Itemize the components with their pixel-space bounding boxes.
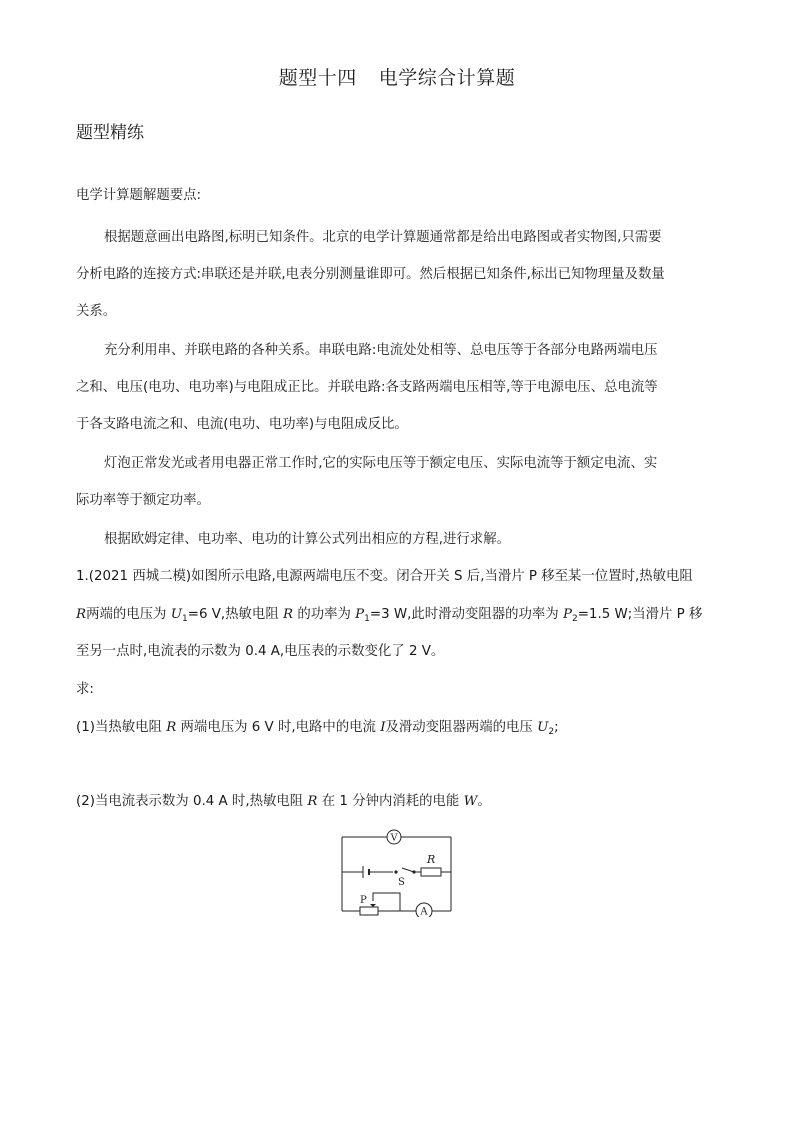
ammeter-label: A bbox=[420, 906, 428, 917]
para2-line3: 于各支路电流之和、电流(电功、电功率)与电阻成反比。 bbox=[76, 417, 408, 432]
question-2: (2)当电流表示数为 0.4 A 时,热敏电阻 R 在 1 分钟内消耗的电能 W。 bbox=[76, 794, 491, 809]
var-r: R bbox=[76, 607, 87, 622]
switch-label: S bbox=[398, 877, 405, 888]
switch-contact-left bbox=[394, 870, 397, 873]
para4-line1: 根据欧姆定律、电功率、电功的计算公式列出相应的方程,进行求解。 bbox=[104, 532, 510, 547]
page-title bbox=[0, 63, 794, 90]
para1-line2: 分析电路的连接方式:串联还是并联,电表分别测量谁即可。然后根据已知条件,标出已知物理量及数量 bbox=[76, 267, 665, 282]
problem-line1: 1.(2021 西城二模)如图所示电路,电源两端电压不变。闭合开关 S 后,当滑片 P 移至某一位置时,热敏电阻 bbox=[76, 569, 693, 584]
para1-line3: 关系。 bbox=[76, 304, 117, 319]
title-part2: 电学综合计算题 bbox=[378, 67, 516, 89]
rheostat bbox=[360, 907, 378, 915]
question-1: (1)当热敏电阻 R 两端电压为 6 V 时,电路中的电流 I及滑动变阻器两端的电压 $U_2$; bbox=[76, 720, 559, 737]
resistor-label: R bbox=[427, 853, 436, 866]
para1-line1: 根据题意画出电路图,标明已知条件。北京的电学计算题通常都是给出电路图或者实物图,只需要 bbox=[104, 230, 662, 245]
problem-line3: 至另一点时,电流表的示数为 0.4 A,电压表的示数变化了 2 V。 bbox=[76, 644, 445, 659]
resistor-r bbox=[421, 868, 441, 876]
para3-line2: 际功率等于额定功率。 bbox=[76, 493, 210, 508]
section-heading: 题型精练 bbox=[76, 123, 144, 143]
slider-label: P bbox=[360, 895, 367, 906]
problem-ask: 求: bbox=[76, 682, 94, 697]
problem-line2: R两端的电压为 $U_1=6$ V,热敏电阻 R 的功率为 $P_1=3$ W,此时滑动变阻器的功率为 $P_2=1.5$ W;当滑片 P 移 bbox=[76, 607, 703, 624]
switch-blade bbox=[402, 868, 414, 872]
intro-heading: 电学计算题解题要点: bbox=[76, 188, 202, 203]
para3-line1: 灯泡正常发光或者用电器正常工作时,它的实际电压等于额定电压、实际电流等于额定电流、实 bbox=[104, 456, 658, 471]
switch-contact-right bbox=[412, 870, 415, 873]
voltmeter-label: V bbox=[390, 832, 398, 844]
para2-line2: 之和、电压(电功、电功率)与电阻成正比。并联电路:各支路两端电压相等,等于电源电压、总电流等 bbox=[76, 380, 658, 395]
circuit-diagram bbox=[336, 825, 458, 917]
para2-line1: 充分利用串、并联电路的各种关系。串联电路:电流处处相等、总电压等于各部分电路两端电压 bbox=[104, 343, 658, 358]
title-part1: 题型十四 bbox=[278, 67, 357, 89]
